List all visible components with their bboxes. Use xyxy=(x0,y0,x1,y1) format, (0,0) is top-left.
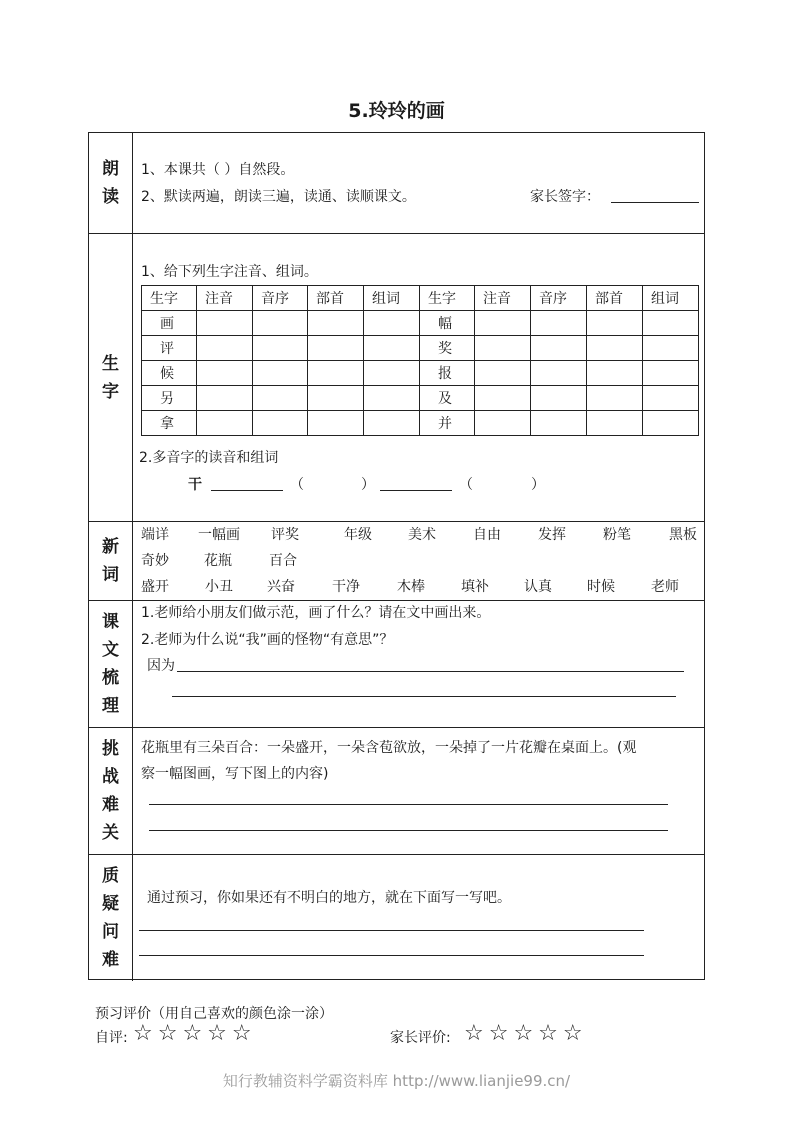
input-cell[interactable] xyxy=(197,336,253,361)
input-cell[interactable] xyxy=(643,311,699,336)
input-cell[interactable] xyxy=(364,336,420,361)
section-new-words xyxy=(89,522,704,601)
challenge-text-line-2: 察一幅图画，写下图上的内容) xyxy=(141,766,329,782)
paren-close: ） xyxy=(361,477,375,493)
vocab-word: 时候 xyxy=(587,579,615,595)
self-evaluation-label: 自评: xyxy=(95,1030,128,1046)
char-cell: 候 xyxy=(142,361,197,386)
parent-evaluation-label: 家长评价: xyxy=(390,1030,451,1046)
input-cell[interactable] xyxy=(531,411,587,436)
section-characters xyxy=(89,234,704,522)
input-cell[interactable] xyxy=(253,336,308,361)
answer-line[interactable] xyxy=(149,830,668,831)
input-cell[interactable] xyxy=(587,386,643,411)
input-cell[interactable] xyxy=(475,386,531,411)
answer-line[interactable] xyxy=(177,671,684,672)
section-label: 朗读 xyxy=(89,133,133,233)
table-row xyxy=(142,336,699,361)
answer-line[interactable] xyxy=(139,955,644,956)
characters-table xyxy=(141,285,699,436)
polyphone-title: 2.多音字的读音和组词 xyxy=(139,450,279,466)
polyphone-pinyin-field-1[interactable] xyxy=(211,490,283,491)
header-cell: 生字 xyxy=(142,286,197,311)
polyphone-char: 干 xyxy=(188,477,202,493)
paren-open: （ xyxy=(459,477,473,493)
characters-instruction: 1、给下列生字注音、组词。 xyxy=(141,264,318,280)
input-cell[interactable] xyxy=(643,411,699,436)
input-cell[interactable] xyxy=(197,311,253,336)
worksheet-table xyxy=(88,132,705,980)
section-label: 课文梳理 xyxy=(89,601,133,727)
input-cell[interactable] xyxy=(197,386,253,411)
reading-line-1: 1、本课共（ ）自然段。 xyxy=(141,162,295,178)
input-cell[interactable] xyxy=(475,311,531,336)
questions-prompt: 通过预习，你如果还有不明白的地方，就在下面写一写吧。 xyxy=(147,890,511,906)
input-cell[interactable] xyxy=(531,336,587,361)
input-cell[interactable] xyxy=(643,386,699,411)
input-cell[interactable] xyxy=(475,361,531,386)
page-title: 5.玲玲的画 xyxy=(348,100,445,122)
header-cell: 生字 xyxy=(420,286,475,311)
vocab-word: 端详 xyxy=(141,527,169,543)
vocab-word: 年级 xyxy=(344,527,372,543)
section-text-review xyxy=(89,601,704,728)
because-label: 因为 xyxy=(147,658,175,674)
input-cell[interactable] xyxy=(587,311,643,336)
input-cell[interactable] xyxy=(197,361,253,386)
header-cell: 注音 xyxy=(475,286,531,311)
evaluation-title: 预习评价（用自己喜欢的颜色涂一涂） xyxy=(95,1006,333,1022)
input-cell[interactable] xyxy=(253,361,308,386)
vocab-word: 木棒 xyxy=(397,579,425,595)
input-cell[interactable] xyxy=(253,311,308,336)
input-cell[interactable] xyxy=(643,361,699,386)
input-cell[interactable] xyxy=(475,411,531,436)
input-cell[interactable] xyxy=(364,311,420,336)
char-cell: 幅 xyxy=(420,311,475,336)
review-question-2: 2.老师为什么说“我”画的怪物“有意思”？ xyxy=(141,632,394,648)
input-cell[interactable] xyxy=(197,411,253,436)
char-cell: 拿 xyxy=(142,411,197,436)
table-row xyxy=(142,386,699,411)
input-cell[interactable] xyxy=(643,336,699,361)
header-cell: 音序 xyxy=(531,286,587,311)
paren-close: ） xyxy=(531,477,545,493)
table-row xyxy=(142,411,699,436)
parent-signature-field[interactable] xyxy=(611,202,699,203)
char-cell: 奖 xyxy=(420,336,475,361)
header-cell: 组词 xyxy=(364,286,420,311)
input-cell[interactable] xyxy=(475,336,531,361)
header-cell: 组词 xyxy=(643,286,699,311)
vocab-word: 发挥 xyxy=(538,527,566,543)
vocab-word: 兴奋 xyxy=(267,579,295,595)
parent-rating-stars[interactable]: ☆☆☆☆☆ xyxy=(464,1021,588,1046)
parent-signature-label: 家长签字： xyxy=(530,189,600,205)
section-reading xyxy=(89,133,704,234)
vocab-word: 奇妙 xyxy=(141,553,169,569)
vocab-word: 小丑 xyxy=(205,579,233,595)
watermark: 知行教辅资料学霸资料库 http://www.lianjie99.cn/ xyxy=(222,1072,571,1090)
char-cell: 画 xyxy=(142,311,197,336)
input-cell[interactable] xyxy=(364,386,420,411)
input-cell[interactable] xyxy=(308,311,364,336)
vocab-word: 评奖 xyxy=(271,527,299,543)
input-cell[interactable] xyxy=(531,386,587,411)
vocab-word: 老师 xyxy=(651,579,679,595)
reading-line-2: 2、默读两遍，朗读三遍，读通、读顺课文。 xyxy=(141,189,416,205)
vocab-word: 百合 xyxy=(269,553,297,569)
section-label: 挑战难关 xyxy=(89,728,133,854)
vocab-word: 认真 xyxy=(524,579,552,595)
header-cell: 部首 xyxy=(308,286,364,311)
challenge-text-line-1: 花瓶里有三朵百合：一朵盛开，一朵含苞欲放，一朵掉了一片花瓣在桌面上。(观 xyxy=(141,740,637,756)
section-label: 质疑问难 xyxy=(89,855,133,981)
header-cell: 部首 xyxy=(587,286,643,311)
char-cell: 评 xyxy=(142,336,197,361)
char-cell: 报 xyxy=(420,361,475,386)
table-row xyxy=(142,311,699,336)
char-cell: 并 xyxy=(420,411,475,436)
section-label: 生字 xyxy=(89,234,133,521)
vocab-word: 盛开 xyxy=(141,579,169,595)
header-cell: 音序 xyxy=(253,286,308,311)
input-cell[interactable] xyxy=(531,311,587,336)
char-cell: 及 xyxy=(420,386,475,411)
input-cell[interactable] xyxy=(308,361,364,386)
vocab-word: 花瓶 xyxy=(204,553,232,569)
polyphone-pinyin-field-2[interactable] xyxy=(380,490,452,491)
vocab-word: 干净 xyxy=(332,579,360,595)
vocab-word: 填补 xyxy=(461,579,489,595)
section-label: 新词 xyxy=(89,522,133,600)
vocab-word: 自由 xyxy=(473,527,501,543)
input-cell[interactable] xyxy=(531,361,587,386)
answer-line[interactable] xyxy=(149,804,668,805)
vocab-word: 黑板 xyxy=(669,527,697,543)
input-cell[interactable] xyxy=(364,411,420,436)
answer-line[interactable] xyxy=(172,696,676,697)
table-header-row xyxy=(142,286,699,311)
input-cell[interactable] xyxy=(253,411,308,436)
section-challenge xyxy=(89,728,704,855)
input-cell[interactable] xyxy=(364,361,420,386)
input-cell[interactable] xyxy=(308,386,364,411)
vocab-word: 美术 xyxy=(408,527,436,543)
vocab-word: 粉笔 xyxy=(603,527,631,543)
input-cell[interactable] xyxy=(253,386,308,411)
input-cell[interactable] xyxy=(308,411,364,436)
header-cell: 注音 xyxy=(197,286,253,311)
self-rating-stars[interactable]: ☆☆☆☆☆ xyxy=(133,1021,257,1046)
input-cell[interactable] xyxy=(587,336,643,361)
review-question-1: 1.老师给小朋友们做示范，画了什么？请在文中画出来。 xyxy=(141,605,491,621)
paren-open: （ xyxy=(290,477,304,493)
vocab-word: 一幅画 xyxy=(198,527,240,543)
input-cell[interactable] xyxy=(587,411,643,436)
section-questions xyxy=(89,855,704,981)
input-cell[interactable] xyxy=(308,336,364,361)
table-row xyxy=(142,361,699,386)
char-cell: 另 xyxy=(142,386,197,411)
answer-line[interactable] xyxy=(139,930,644,931)
input-cell[interactable] xyxy=(587,361,643,386)
